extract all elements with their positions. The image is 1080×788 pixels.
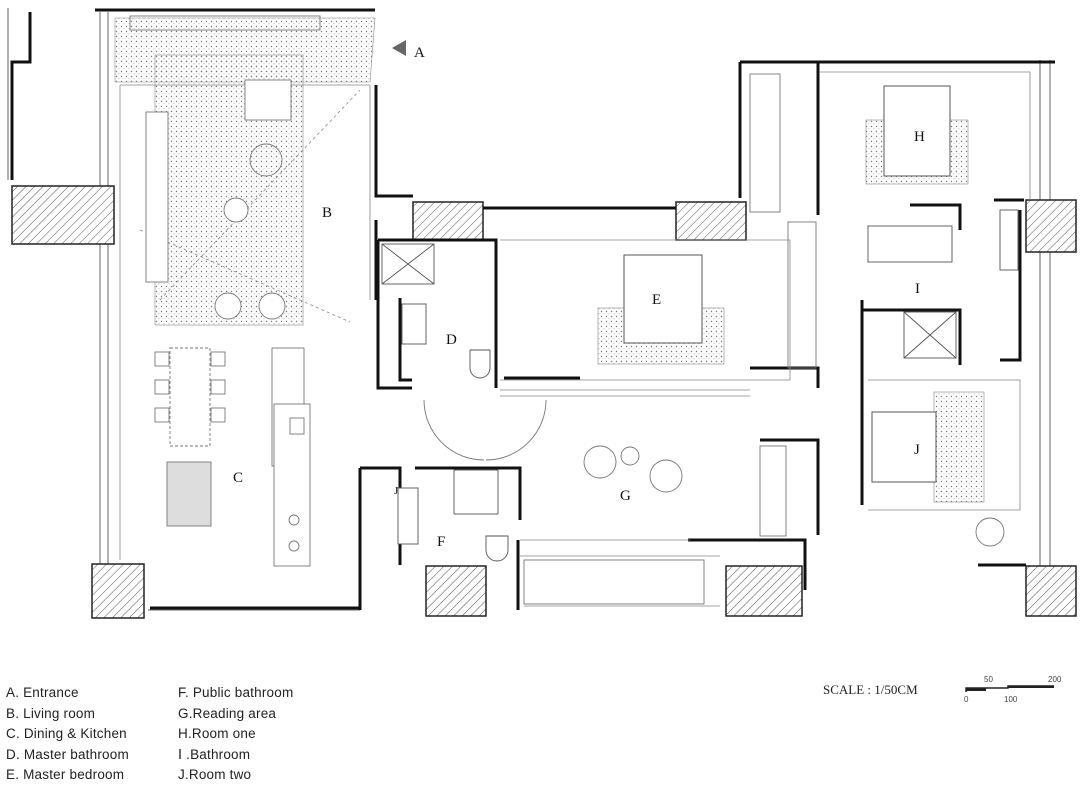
wardrobe [750, 74, 780, 212]
column [413, 202, 483, 240]
legend-item: C. Dining & Kitchen [6, 726, 127, 742]
legend-item: J.Room two [178, 767, 252, 783]
legend-item: Ⅰ .Bathroom [178, 746, 251, 762]
room-label-j: J [914, 442, 920, 458]
room-label-b: B [322, 205, 333, 221]
column [1026, 566, 1076, 616]
beds [624, 86, 950, 482]
room-label-i: I [915, 281, 920, 297]
room-label-e: E [652, 292, 662, 308]
room-two-rug [934, 392, 984, 502]
legend-right [178, 683, 293, 786]
room-labels [233, 129, 925, 550]
chair [155, 408, 169, 422]
vanity [1000, 210, 1018, 270]
sofa [146, 112, 168, 282]
side-table [621, 447, 639, 465]
door-swing [486, 400, 546, 460]
arrow-icon [392, 40, 406, 56]
column [12, 186, 114, 244]
room-label-h: H [914, 129, 925, 145]
legend-item: G.Reading area [178, 705, 277, 721]
chair [211, 380, 225, 394]
chair [211, 408, 225, 422]
scale-bar [962, 672, 1072, 712]
scale-tick-label: 0 [964, 695, 969, 704]
shower [454, 470, 498, 514]
vanity [402, 304, 426, 344]
chair [155, 380, 169, 394]
legend-item: E. Master bedroom [6, 767, 125, 783]
scale-segment [1008, 686, 1054, 688]
wardrobe [788, 222, 816, 368]
counter [524, 560, 704, 604]
bathtub [868, 226, 952, 262]
scale-label: SCALE : 1/50CM [823, 682, 918, 697]
scale-tick-label: 50 [984, 675, 993, 684]
small-mark: J [394, 485, 399, 497]
room-label-f: F [437, 534, 446, 550]
legend-left [6, 683, 129, 786]
room-label-c: C [233, 470, 244, 486]
room-two-bed [872, 412, 936, 482]
chair [155, 352, 169, 366]
legend-item: D. Master bathroom [6, 746, 129, 762]
room-label-g: G [620, 488, 631, 504]
entrance-arrow [392, 40, 425, 61]
dining-table [170, 348, 210, 446]
toilet [470, 350, 490, 378]
dining-kitchen-furniture [155, 348, 310, 566]
legend-item: A. Entrance [6, 685, 79, 700]
ottoman [245, 80, 291, 120]
column [676, 202, 746, 240]
scale-tick-label: 200 [1048, 675, 1062, 684]
armchair [976, 518, 1004, 546]
side-table [224, 198, 248, 222]
entrance-marker: A [414, 45, 425, 61]
legend-item: F. Public bathroom [178, 685, 294, 700]
room-label-d: D [446, 332, 457, 348]
legend-item: H.Room one [178, 726, 256, 742]
armchair [584, 446, 616, 478]
column [92, 564, 144, 618]
door-swing [424, 400, 484, 460]
scale-tick-label: 100 [1004, 695, 1018, 704]
lounge-chair [215, 293, 241, 319]
toilet [486, 536, 508, 561]
vanity [398, 488, 418, 544]
work-table [167, 462, 211, 526]
armchair [650, 460, 682, 492]
column [726, 566, 802, 616]
chair [211, 352, 225, 366]
lounge-chair [259, 293, 285, 319]
column [426, 566, 486, 616]
scale-segment [966, 688, 986, 691]
legend-item: B. Living room [6, 705, 96, 721]
column [1026, 200, 1076, 252]
master-bed [624, 255, 702, 343]
shelf [760, 446, 786, 536]
